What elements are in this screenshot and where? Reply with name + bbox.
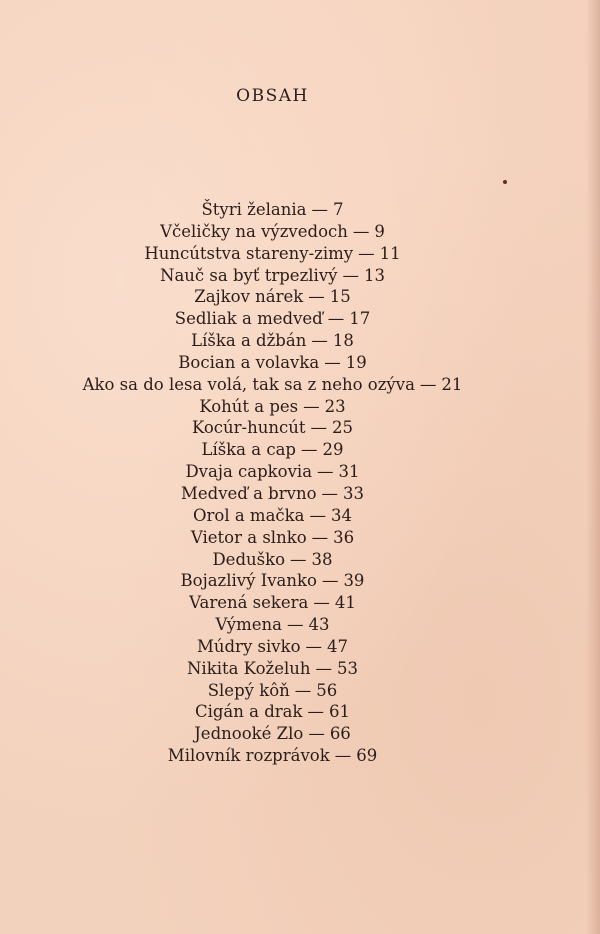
toc-entry-title: Varená sekera: [189, 593, 309, 613]
toc-entry-separator: —: [305, 636, 323, 656]
toc-entry-separator: —: [311, 200, 328, 219]
toc-entry-separator: —: [352, 221, 370, 241]
toc-entry: [0, 549, 545, 571]
toc-entry-title: Deduško: [212, 549, 286, 569]
toc-entry-title: Dvaja capkovia: [185, 462, 313, 482]
toc-entry-title: Orol a mačka: [192, 505, 305, 525]
toc-entry: [0, 330, 545, 352]
toc-entry: [0, 636, 545, 658]
toc-entry: [0, 483, 545, 505]
toc-entry-title: Bojazlivý Ivanko: [180, 571, 317, 591]
toc-entry-separator: —: [286, 615, 304, 635]
toc-entry-separator: —: [307, 702, 325, 722]
page-heading: OBSAH: [236, 86, 309, 106]
toc-entry: [0, 308, 545, 330]
toc-entry-separator: —: [311, 527, 329, 547]
toc-entry-title: Bocian a volavka: [178, 352, 320, 372]
toc-entry-title: Múdry sivko: [196, 636, 301, 656]
toc-entry-title: Líška a džbán: [191, 331, 307, 351]
toc-entry-title: Výmena: [215, 615, 282, 635]
toc-entry-title: Kocúr-huncút: [191, 418, 306, 438]
toc-entry-page-number: 38: [311, 549, 333, 569]
toc-entry: [0, 352, 545, 374]
toc-entry-page-number: 41: [334, 593, 356, 613]
toc-entry: [0, 570, 545, 592]
toc-entry-separator: —: [327, 309, 345, 329]
toc-entry-separator: —: [342, 265, 359, 285]
toc-entry: [0, 701, 545, 723]
toc-entry-page-number: 29: [322, 440, 344, 460]
toc-entry-title: Cigán a drak: [194, 702, 303, 722]
toc-entry-separator: —: [334, 746, 352, 766]
toc-entry-page-number: 13: [363, 265, 385, 285]
toc-entry-page-number: 15: [329, 287, 351, 307]
toc-entry-title: Kohút a pes: [199, 396, 299, 416]
toc-entry-page-number: 61: [329, 702, 351, 722]
page-edge-shade: [586, 0, 600, 934]
toc-entry: [0, 396, 545, 418]
toc-entry: [0, 658, 545, 680]
toc-entry: [0, 505, 545, 527]
toc-entry-separator: —: [321, 483, 339, 503]
toc-entry-title: Zajkov nárek: [194, 287, 304, 307]
toc-entry-separator: —: [313, 593, 330, 613]
toc-entry-title: Ako sa do lesa volá, tak sa z neho ozýva: [82, 374, 415, 394]
toc-entry-page-number: 31: [338, 462, 360, 482]
toc-entry: [0, 286, 545, 308]
toc-entry: [0, 221, 545, 243]
paper-speck: [503, 180, 507, 184]
toc-entry-page-number: 23: [324, 396, 346, 416]
toc-entry-separator: —: [309, 505, 326, 525]
toc-entry-page-number: 47: [327, 636, 349, 656]
toc-entry-page-number: 17: [349, 309, 371, 329]
toc-entry-page-number: 19: [345, 352, 367, 372]
toc-entry-title: Huncútstva stareny-zimy: [144, 243, 354, 263]
toc-entry: [0, 461, 545, 483]
toc-entry: [0, 374, 545, 396]
toc-entry: [0, 243, 545, 265]
toc-entry-separator: —: [308, 724, 325, 744]
toc-entry-page-number: 11: [379, 243, 401, 263]
toc-entry-page-number: 53: [337, 658, 358, 678]
toc-entry-page-number: 7: [332, 200, 344, 219]
toc-entry-title: Vietor a slnko: [190, 527, 307, 547]
toc-entry: [0, 199, 545, 221]
toc-entry-page-number: 39: [343, 571, 365, 591]
toc-entry: [0, 439, 545, 461]
toc-entry: [0, 265, 545, 287]
toc-entry-title: Milovník rozprávok: [167, 746, 330, 766]
toc-entry-title: Včeličky na výzvedoch: [160, 221, 348, 241]
toc-entry-separator: —: [358, 243, 375, 263]
toc-entry-separator: —: [308, 287, 325, 307]
toc-entry-separator: —: [321, 571, 339, 591]
toc-entry-separator: —: [324, 352, 341, 372]
toc-entry-page-number: 25: [332, 418, 354, 438]
toc-entry-title: Líška a cap: [201, 440, 296, 460]
toc-entry-page-number: 21: [441, 374, 463, 394]
toc-entry-separator: —: [294, 680, 312, 700]
toc-entry: [0, 745, 545, 767]
toc-entry-separator: —: [419, 374, 437, 394]
toc-entry: [0, 723, 545, 745]
toc-entry-title: Sedliak a medveď: [174, 309, 323, 329]
toc-entry-page-number: 18: [332, 331, 354, 351]
toc-entry-page-number: 34: [331, 505, 352, 525]
toc-entry-page-number: 43: [308, 615, 330, 635]
toc-entry-separator: —: [290, 549, 307, 569]
toc-entry: [0, 614, 545, 636]
toc-entry: [0, 592, 545, 614]
toc-entry-separator: —: [310, 418, 328, 438]
toc-entry-title: Slepý kôň: [207, 680, 290, 700]
toc-entry-separator: —: [303, 396, 320, 416]
table-of-contents: [0, 199, 545, 767]
toc-entry-page-number: 33: [343, 483, 365, 503]
toc-entry-title: Nikita Koželuh: [186, 658, 311, 678]
toc-entry-page-number: 69: [356, 746, 378, 766]
toc-entry-page-number: 9: [374, 221, 385, 241]
toc-entry-title: Štyri želania: [201, 200, 307, 219]
toc-entry-title: Medveď a brvno: [180, 483, 317, 503]
toc-entry: [0, 680, 545, 702]
toc-entry: [0, 527, 545, 549]
toc-entry-page-number: 66: [329, 724, 351, 744]
toc-entry: [0, 417, 545, 439]
toc-entry-page-number: 36: [333, 527, 355, 547]
toc-entry-separator: —: [301, 440, 318, 460]
toc-entry-separator: —: [315, 658, 332, 678]
toc-entry-separator: —: [311, 331, 328, 351]
toc-entry-page-number: 56: [316, 680, 338, 700]
toc-entry-title: Jednooké Zlo: [194, 724, 304, 744]
toc-entry-title: Nauč sa byť trpezlivý: [160, 265, 338, 285]
toc-entry-separator: —: [317, 462, 334, 482]
